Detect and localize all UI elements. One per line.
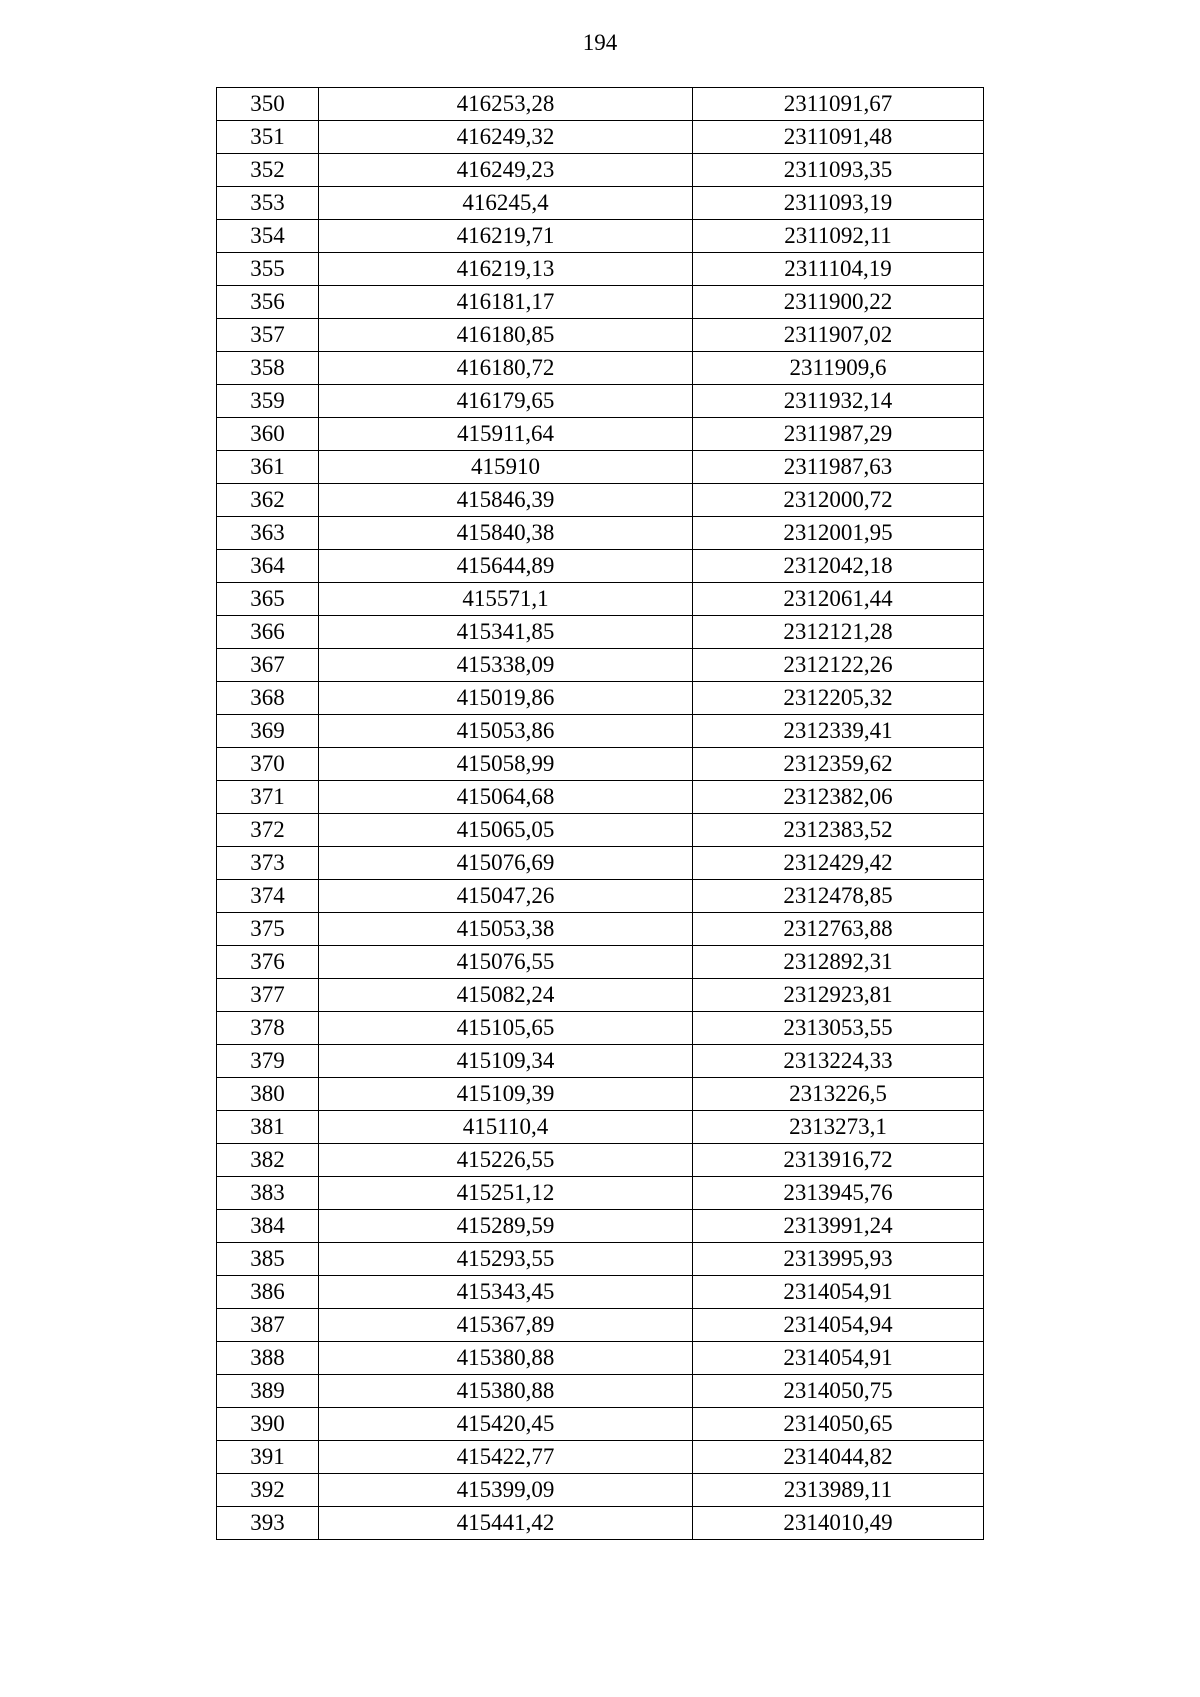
- y-coordinate-cell: 2311907,02: [693, 319, 984, 352]
- table-row: [217, 418, 984, 451]
- y-coordinate-cell: 2312339,41: [693, 715, 984, 748]
- x-coordinate-cell: 415910: [319, 451, 693, 484]
- x-coordinate-cell: 416219,13: [319, 253, 693, 286]
- y-coordinate-cell: 2311093,35: [693, 154, 984, 187]
- x-coordinate-cell: 415226,55: [319, 1144, 693, 1177]
- point-number-cell: 384: [217, 1210, 319, 1243]
- x-coordinate-cell: 415019,86: [319, 682, 693, 715]
- x-coordinate-cell: 415076,55: [319, 946, 693, 979]
- y-coordinate-cell: 2313945,76: [693, 1177, 984, 1210]
- table-row: [217, 946, 984, 979]
- x-coordinate-cell: 415065,05: [319, 814, 693, 847]
- x-coordinate-cell: 415053,38: [319, 913, 693, 946]
- x-coordinate-cell: 415420,45: [319, 1408, 693, 1441]
- point-number-cell: 370: [217, 748, 319, 781]
- point-number-cell: 385: [217, 1243, 319, 1276]
- x-coordinate-cell: 416179,65: [319, 385, 693, 418]
- x-coordinate-cell: 415380,88: [319, 1375, 693, 1408]
- table-row: [217, 1210, 984, 1243]
- y-coordinate-cell: 2313273,1: [693, 1111, 984, 1144]
- point-number-cell: 359: [217, 385, 319, 418]
- y-coordinate-cell: 2313226,5: [693, 1078, 984, 1111]
- x-coordinate-cell: 415109,34: [319, 1045, 693, 1078]
- x-coordinate-cell: 416181,17: [319, 286, 693, 319]
- y-coordinate-cell: 2312042,18: [693, 550, 984, 583]
- x-coordinate-cell: 415109,39: [319, 1078, 693, 1111]
- point-number-cell: 357: [217, 319, 319, 352]
- point-number-cell: 378: [217, 1012, 319, 1045]
- table-row: [217, 649, 984, 682]
- point-number-cell: 382: [217, 1144, 319, 1177]
- point-number-cell: 374: [217, 880, 319, 913]
- y-coordinate-cell: 2312061,44: [693, 583, 984, 616]
- table-row: [217, 1111, 984, 1144]
- point-number-cell: 364: [217, 550, 319, 583]
- x-coordinate-cell: 415422,77: [319, 1441, 693, 1474]
- point-number-cell: 392: [217, 1474, 319, 1507]
- point-number-cell: 369: [217, 715, 319, 748]
- table-row: [217, 286, 984, 319]
- y-coordinate-cell: 2312923,81: [693, 979, 984, 1012]
- table-row: [217, 682, 984, 715]
- table-row: [217, 1276, 984, 1309]
- y-coordinate-cell: 2314054,94: [693, 1309, 984, 1342]
- y-coordinate-cell: 2313991,24: [693, 1210, 984, 1243]
- table-row: [217, 1474, 984, 1507]
- table-row: [217, 385, 984, 418]
- y-coordinate-cell: 2312478,85: [693, 880, 984, 913]
- y-coordinate-cell: 2311987,29: [693, 418, 984, 451]
- point-number-cell: 365: [217, 583, 319, 616]
- table-row: [217, 550, 984, 583]
- table-row: [217, 253, 984, 286]
- table-row: [217, 1243, 984, 1276]
- x-coordinate-cell: 415105,65: [319, 1012, 693, 1045]
- x-coordinate-cell: 415047,26: [319, 880, 693, 913]
- point-number-cell: 372: [217, 814, 319, 847]
- point-number-cell: 371: [217, 781, 319, 814]
- y-coordinate-cell: 2313224,33: [693, 1045, 984, 1078]
- point-number-cell: 367: [217, 649, 319, 682]
- y-coordinate-cell: 2311091,48: [693, 121, 984, 154]
- table-row: [217, 352, 984, 385]
- table-row: [217, 715, 984, 748]
- x-coordinate-cell: 415380,88: [319, 1342, 693, 1375]
- y-coordinate-cell: 2314050,65: [693, 1408, 984, 1441]
- point-number-cell: 360: [217, 418, 319, 451]
- y-coordinate-cell: 2311987,63: [693, 451, 984, 484]
- table-row: [217, 616, 984, 649]
- page-number: 194: [582, 30, 618, 55]
- table-row: [217, 319, 984, 352]
- x-coordinate-cell: 415399,09: [319, 1474, 693, 1507]
- x-coordinate-cell: 415053,86: [319, 715, 693, 748]
- table-row: [217, 847, 984, 880]
- y-coordinate-cell: 2312382,06: [693, 781, 984, 814]
- x-coordinate-cell: 415064,68: [319, 781, 693, 814]
- table-row: [217, 781, 984, 814]
- y-coordinate-cell: 2312763,88: [693, 913, 984, 946]
- y-coordinate-cell: 2311092,11: [693, 220, 984, 253]
- x-coordinate-cell: 415571,1: [319, 583, 693, 616]
- point-number-cell: 363: [217, 517, 319, 550]
- point-number-cell: 353: [217, 187, 319, 220]
- point-number-cell: 366: [217, 616, 319, 649]
- point-number-cell: 381: [217, 1111, 319, 1144]
- table-row: [217, 1012, 984, 1045]
- table-row: [217, 1078, 984, 1111]
- x-coordinate-cell: 415341,85: [319, 616, 693, 649]
- point-number-cell: 354: [217, 220, 319, 253]
- table-row: [217, 1144, 984, 1177]
- table-row: [217, 1177, 984, 1210]
- y-coordinate-cell: 2311932,14: [693, 385, 984, 418]
- point-number-cell: 379: [217, 1045, 319, 1078]
- point-number-cell: 390: [217, 1408, 319, 1441]
- point-number-cell: 389: [217, 1375, 319, 1408]
- x-coordinate-cell: 415441,42: [319, 1507, 693, 1540]
- x-coordinate-cell: 415338,09: [319, 649, 693, 682]
- x-coordinate-cell: 415343,45: [319, 1276, 693, 1309]
- point-number-cell: 377: [217, 979, 319, 1012]
- point-number-cell: 393: [217, 1507, 319, 1540]
- point-number-cell: 375: [217, 913, 319, 946]
- point-number-cell: 358: [217, 352, 319, 385]
- point-number-cell: 386: [217, 1276, 319, 1309]
- y-coordinate-cell: 2312000,72: [693, 484, 984, 517]
- y-coordinate-cell: 2314044,82: [693, 1441, 984, 1474]
- table-row: [217, 913, 984, 946]
- y-coordinate-cell: 2311909,6: [693, 352, 984, 385]
- x-coordinate-cell: 415289,59: [319, 1210, 693, 1243]
- x-coordinate-cell: 415911,64: [319, 418, 693, 451]
- table-row: [217, 748, 984, 781]
- point-number-cell: 388: [217, 1342, 319, 1375]
- point-number-cell: 350: [217, 88, 319, 121]
- y-coordinate-cell: 2314054,91: [693, 1342, 984, 1375]
- point-number-cell: 373: [217, 847, 319, 880]
- y-coordinate-cell: 2311900,22: [693, 286, 984, 319]
- table-row: [217, 484, 984, 517]
- x-coordinate-cell: 415846,39: [319, 484, 693, 517]
- y-coordinate-cell: 2312122,26: [693, 649, 984, 682]
- point-number-cell: 368: [217, 682, 319, 715]
- point-number-cell: 352: [217, 154, 319, 187]
- x-coordinate-cell: 415082,24: [319, 979, 693, 1012]
- y-coordinate-cell: 2312001,95: [693, 517, 984, 550]
- x-coordinate-cell: 415840,38: [319, 517, 693, 550]
- y-coordinate-cell: 2311104,19: [693, 253, 984, 286]
- coordinates-table-body: [217, 88, 984, 1540]
- y-coordinate-cell: 2311091,67: [693, 88, 984, 121]
- point-number-cell: 355: [217, 253, 319, 286]
- x-coordinate-cell: 416219,71: [319, 220, 693, 253]
- x-coordinate-cell: 416253,28: [319, 88, 693, 121]
- point-number-cell: 387: [217, 1309, 319, 1342]
- y-coordinate-cell: 2311093,19: [693, 187, 984, 220]
- x-coordinate-cell: 415367,89: [319, 1309, 693, 1342]
- y-coordinate-cell: 2313989,11: [693, 1474, 984, 1507]
- table-row: [217, 154, 984, 187]
- point-number-cell: 356: [217, 286, 319, 319]
- x-coordinate-cell: 416245,4: [319, 187, 693, 220]
- coordinates-table: [216, 87, 984, 1540]
- y-coordinate-cell: 2313053,55: [693, 1012, 984, 1045]
- x-coordinate-cell: 415251,12: [319, 1177, 693, 1210]
- table-row: [217, 187, 984, 220]
- point-number-cell: 383: [217, 1177, 319, 1210]
- table-row: [217, 1507, 984, 1540]
- table-row: [217, 88, 984, 121]
- table-row: [217, 1309, 984, 1342]
- point-number-cell: 361: [217, 451, 319, 484]
- table-row: [217, 1342, 984, 1375]
- table-row: [217, 583, 984, 616]
- y-coordinate-cell: 2313995,93: [693, 1243, 984, 1276]
- point-number-cell: 362: [217, 484, 319, 517]
- point-number-cell: 376: [217, 946, 319, 979]
- y-coordinate-cell: 2312892,31: [693, 946, 984, 979]
- table-row: [217, 1045, 984, 1078]
- y-coordinate-cell: 2314050,75: [693, 1375, 984, 1408]
- x-coordinate-cell: 415110,4: [319, 1111, 693, 1144]
- y-coordinate-cell: 2312121,28: [693, 616, 984, 649]
- y-coordinate-cell: 2314010,49: [693, 1507, 984, 1540]
- x-coordinate-cell: 416180,72: [319, 352, 693, 385]
- table-row: [217, 451, 984, 484]
- point-number-cell: 391: [217, 1441, 319, 1474]
- table-row: [217, 979, 984, 1012]
- x-coordinate-cell: 415076,69: [319, 847, 693, 880]
- table-row: [217, 517, 984, 550]
- table-row: [217, 121, 984, 154]
- y-coordinate-cell: 2312383,52: [693, 814, 984, 847]
- y-coordinate-cell: 2312359,62: [693, 748, 984, 781]
- x-coordinate-cell: 416180,85: [319, 319, 693, 352]
- table-row: [217, 1408, 984, 1441]
- x-coordinate-cell: 415644,89: [319, 550, 693, 583]
- y-coordinate-cell: 2314054,91: [693, 1276, 984, 1309]
- x-coordinate-cell: 416249,32: [319, 121, 693, 154]
- table-row: [217, 880, 984, 913]
- x-coordinate-cell: 415293,55: [319, 1243, 693, 1276]
- x-coordinate-cell: 416249,23: [319, 154, 693, 187]
- table-row: [217, 1441, 984, 1474]
- table-row: [217, 1375, 984, 1408]
- point-number-cell: 351: [217, 121, 319, 154]
- x-coordinate-cell: 415058,99: [319, 748, 693, 781]
- y-coordinate-cell: 2313916,72: [693, 1144, 984, 1177]
- point-number-cell: 380: [217, 1078, 319, 1111]
- y-coordinate-cell: 2312205,32: [693, 682, 984, 715]
- y-coordinate-cell: 2312429,42: [693, 847, 984, 880]
- table-row: [217, 220, 984, 253]
- table-row: [217, 814, 984, 847]
